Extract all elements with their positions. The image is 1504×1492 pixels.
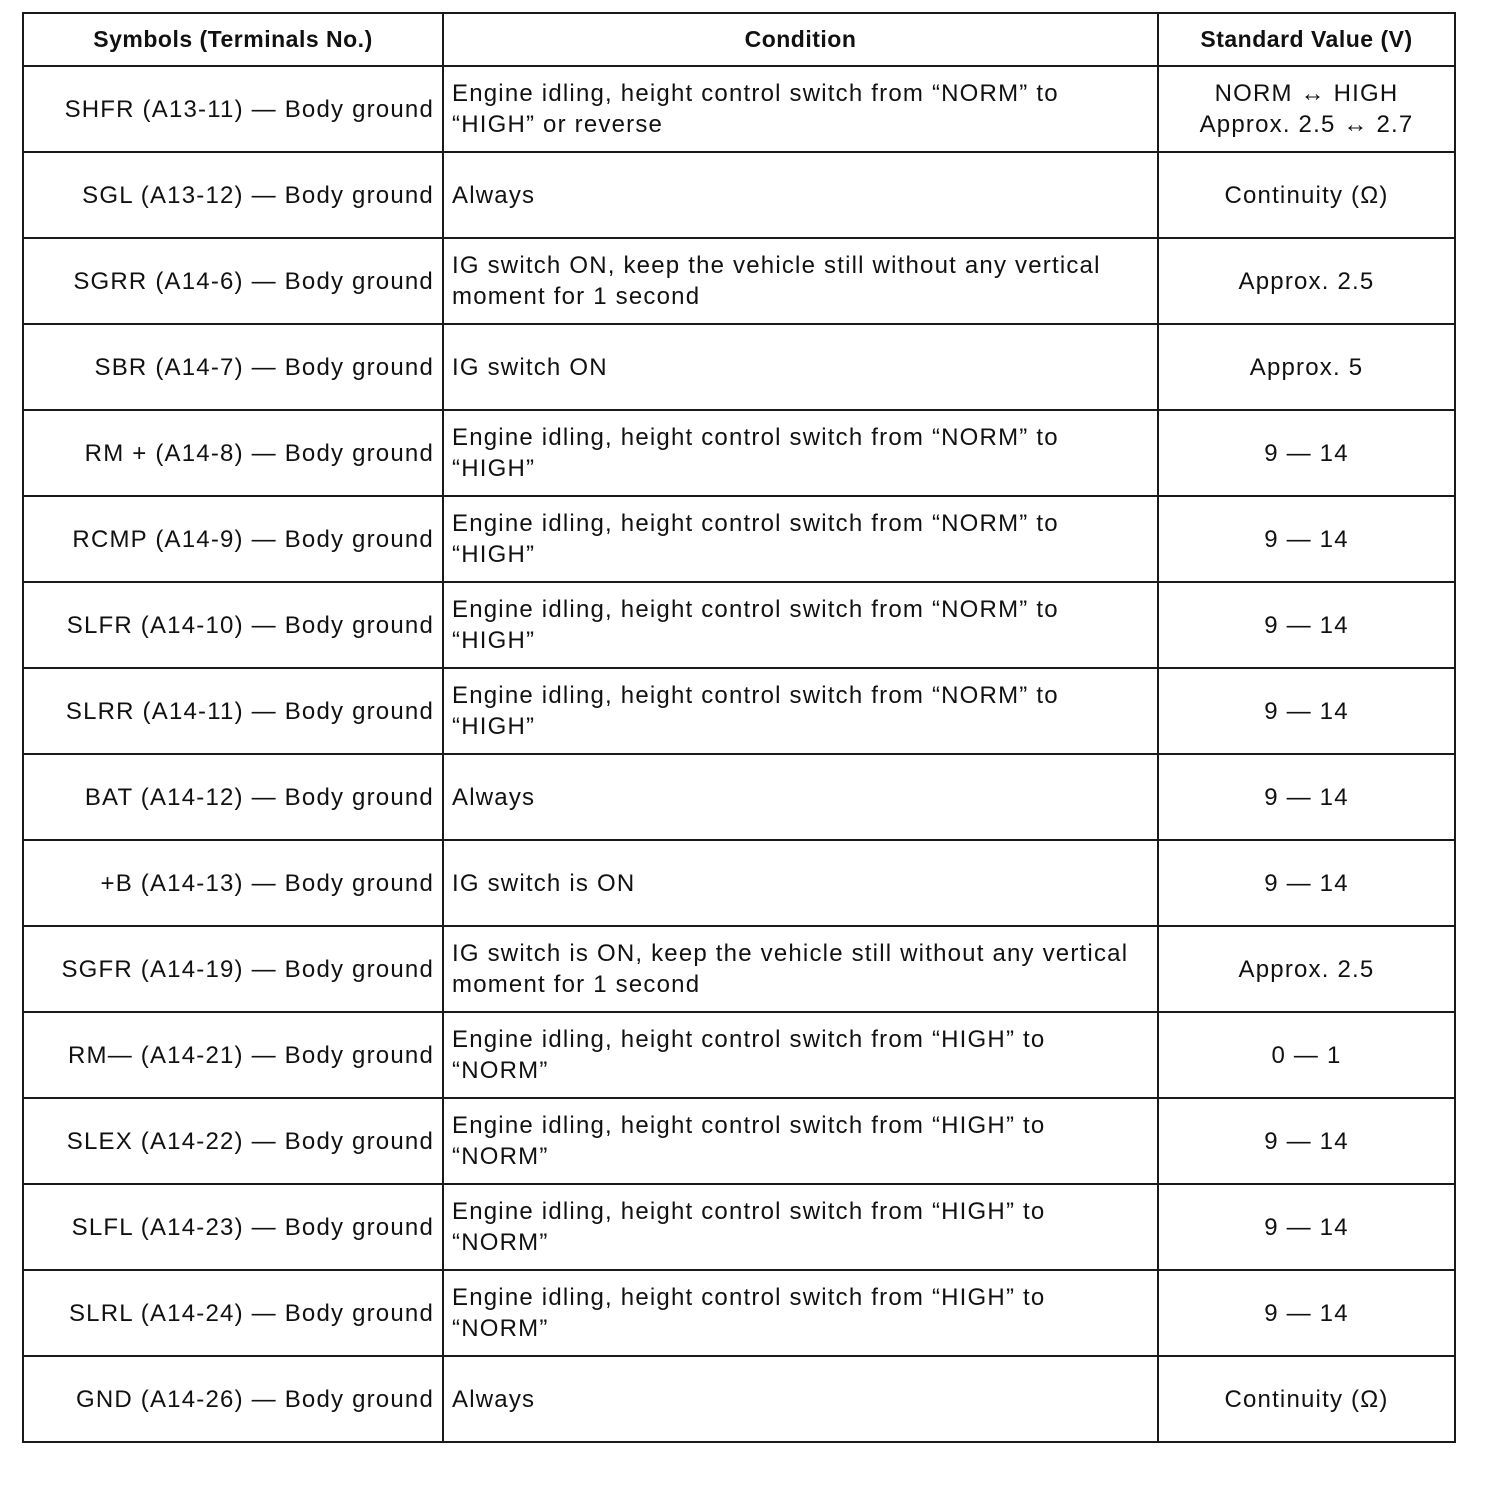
table-header-row xyxy=(23,13,1455,66)
condition-cell: Engine idling, height control switch from “HIGH” to “NORM” xyxy=(443,1012,1158,1098)
symbol-cell: +B (A14-13) — Body ground xyxy=(23,840,443,926)
table-row xyxy=(23,582,1455,668)
condition-cell: IG switch ON, keep the vehicle still without any vertical moment for 1 second xyxy=(443,238,1158,324)
standard-value-line: NORM ↔ HIGH xyxy=(1214,80,1399,107)
symbol-cell: SLRL (A14-24) — Body ground xyxy=(23,1270,443,1356)
table-row xyxy=(23,1184,1455,1270)
standard-value-cell xyxy=(1158,926,1455,1012)
table-body xyxy=(23,66,1455,1442)
standard-value-cell xyxy=(1158,668,1455,754)
standard-value-cell xyxy=(1158,840,1455,926)
symbol-cell: RM + (A14-8) — Body ground xyxy=(23,410,443,496)
standard-value-line: 0 — 1 xyxy=(1271,1041,1342,1069)
standard-value-line: 9 — 14 xyxy=(1264,525,1349,553)
standard-value-line: Approx. 2.5 ↔ 2.7 xyxy=(1199,111,1414,138)
table-row xyxy=(23,1012,1455,1098)
standard-value-line: Continuity (Ω) xyxy=(1224,181,1389,209)
standard-value-cell xyxy=(1158,1270,1455,1356)
standard-value-cell xyxy=(1158,1184,1455,1270)
standard-value-cell xyxy=(1158,66,1455,152)
condition-cell: Engine idling, height control switch from “NORM” to “HIGH” xyxy=(443,668,1158,754)
table-row xyxy=(23,238,1455,324)
standard-value-cell xyxy=(1158,1012,1455,1098)
symbol-cell: SLFR (A14-10) — Body ground xyxy=(23,582,443,668)
condition-cell: Engine idling, height control switch from “NORM” to “HIGH” xyxy=(443,496,1158,582)
standard-value-line: 9 — 14 xyxy=(1264,783,1349,811)
symbol-cell: SHFR (A13-11) — Body ground xyxy=(23,66,443,152)
standard-value-cell xyxy=(1158,238,1455,324)
symbol-cell: SLFL (A14-23) — Body ground xyxy=(23,1184,443,1270)
condition-cell: Engine idling, height control switch from “NORM” to “HIGH” or reverse xyxy=(443,66,1158,152)
table-row xyxy=(23,66,1455,152)
standard-value-line: Approx. 5 xyxy=(1249,353,1364,381)
standard-value-cell xyxy=(1158,754,1455,840)
condition-cell: Always xyxy=(443,1356,1158,1442)
condition-cell: IG switch ON xyxy=(443,324,1158,410)
table-row xyxy=(23,668,1455,754)
table-row xyxy=(23,840,1455,926)
standard-value-line: 9 — 14 xyxy=(1264,697,1349,725)
standard-value-line: 9 — 14 xyxy=(1264,869,1349,897)
condition-cell: Engine idling, height control switch from “HIGH” to “NORM” xyxy=(443,1184,1158,1270)
table-row xyxy=(23,1098,1455,1184)
table-row xyxy=(23,496,1455,582)
standard-value-line: 9 — 14 xyxy=(1264,439,1349,467)
condition-cell: Always xyxy=(443,754,1158,840)
table-row xyxy=(23,1270,1455,1356)
condition-cell: Always xyxy=(443,152,1158,238)
standard-value-cell xyxy=(1158,410,1455,496)
condition-cell: IG switch is ON xyxy=(443,840,1158,926)
terminal-spec-sheet xyxy=(22,12,1454,1443)
symbol-cell: RCMP (A14-9) — Body ground xyxy=(23,496,443,582)
condition-cell: Engine idling, height control switch from “NORM” to “HIGH” xyxy=(443,582,1158,668)
standard-value-cell xyxy=(1158,152,1455,238)
standard-value-cell xyxy=(1158,496,1455,582)
table-row xyxy=(23,324,1455,410)
symbol-cell: SGFR (A14-19) — Body ground xyxy=(23,926,443,1012)
symbol-cell: GND (A14-26) — Body ground xyxy=(23,1356,443,1442)
symbol-cell: SGRR (A14-6) — Body ground xyxy=(23,238,443,324)
table-row xyxy=(23,410,1455,496)
header-standard-value: Standard Value (V) xyxy=(1158,13,1455,66)
condition-cell: Engine idling, height control switch from “HIGH” to “NORM” xyxy=(443,1098,1158,1184)
condition-cell: Engine idling, height control switch from “HIGH” to “NORM” xyxy=(443,1270,1158,1356)
header-condition: Condition xyxy=(443,13,1158,66)
table-row xyxy=(23,152,1455,238)
condition-cell: IG switch is ON, keep the vehicle still without any vertical moment for 1 second xyxy=(443,926,1158,1012)
standard-value-cell xyxy=(1158,324,1455,410)
table-row xyxy=(23,926,1455,1012)
standard-value-line: 9 — 14 xyxy=(1264,1213,1349,1241)
symbol-cell: SLEX (A14-22) — Body ground xyxy=(23,1098,443,1184)
standard-value-cell xyxy=(1158,1098,1455,1184)
table-row xyxy=(23,1356,1455,1442)
standard-value-line: Continuity (Ω) xyxy=(1224,1385,1389,1413)
symbol-cell: SGL (A13-12) — Body ground xyxy=(23,152,443,238)
standard-value-line: 9 — 14 xyxy=(1264,1299,1349,1327)
symbol-cell: RM— (A14-21) — Body ground xyxy=(23,1012,443,1098)
table-row xyxy=(23,754,1455,840)
symbol-cell: BAT (A14-12) — Body ground xyxy=(23,754,443,840)
standard-value-cell xyxy=(1158,582,1455,668)
header-symbols: Symbols (Terminals No.) xyxy=(23,13,443,66)
standard-value-cell xyxy=(1158,1356,1455,1442)
symbol-cell: SLRR (A14-11) — Body ground xyxy=(23,668,443,754)
symbol-cell: SBR (A14-7) — Body ground xyxy=(23,324,443,410)
standard-value-line: Approx. 2.5 xyxy=(1238,267,1375,295)
terminal-spec-table xyxy=(22,12,1456,1443)
standard-value-line: Approx. 2.5 xyxy=(1238,955,1375,983)
condition-cell: Engine idling, height control switch from “NORM” to “HIGH” xyxy=(443,410,1158,496)
standard-value-line: 9 — 14 xyxy=(1264,611,1349,639)
standard-value-line: 9 — 14 xyxy=(1264,1127,1349,1155)
